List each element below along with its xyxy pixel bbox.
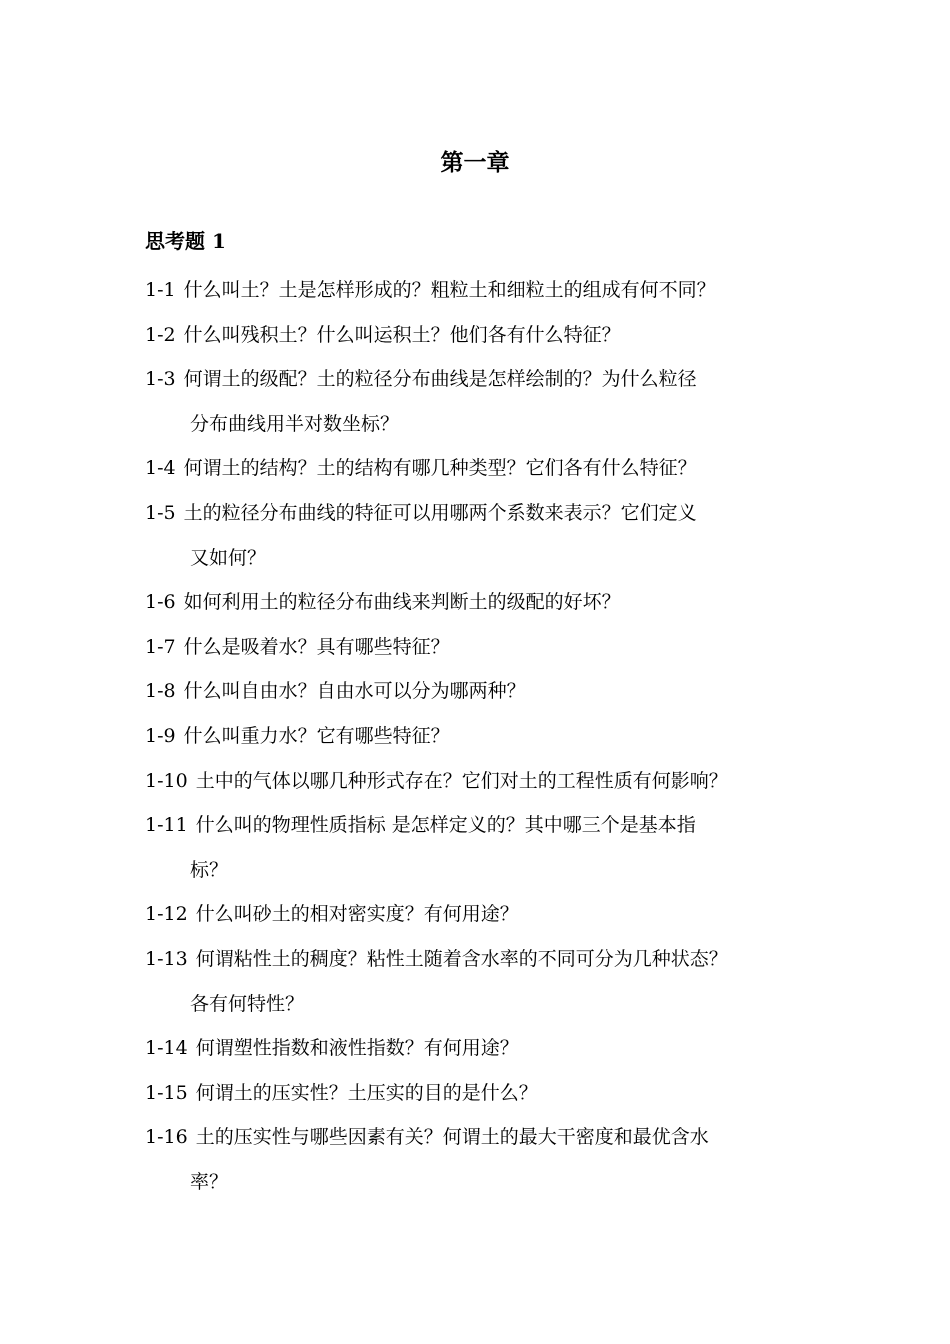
question-1-2 <box>145 313 835 358</box>
question-text: 何谓粘性土的稠度？粘性土随着含水率的不同可分为几种状态？ <box>195 947 728 970</box>
question-text-continued: 率？ <box>190 1170 229 1193</box>
question-text: 什么是吸着水？具有哪些特征？ <box>183 635 450 658</box>
question-1-14 <box>145 1026 835 1071</box>
question-text: 什么叫砂土的相对密实度？有何用途？ <box>195 903 519 926</box>
question-text: 什么叫的物理性质指标 是怎样定义的？其中哪三个是基本指 <box>195 814 696 837</box>
question-text: 何谓塑性指数和液性指数？有何用途？ <box>195 1037 519 1060</box>
question-1-8 <box>145 669 835 714</box>
question-1-15 <box>145 1071 835 1116</box>
question-number: 1-4 <box>145 457 176 480</box>
question-text: 什么叫残积土？什么叫运积土？他们各有什么特征？ <box>183 323 621 346</box>
question-text: 何谓土的压实性？土压实的目的是什么？ <box>195 1081 538 1104</box>
question-1-11 <box>145 803 835 892</box>
question-1-10 <box>145 759 835 804</box>
question-1-12 <box>145 892 835 937</box>
chapter-title: 第一章 <box>440 149 510 176</box>
question-text: 如何利用土的粒径分布曲线来判断土的级配的好坏？ <box>183 591 621 614</box>
question-number: 1-16 <box>145 1126 188 1149</box>
question-number: 1-8 <box>145 680 176 703</box>
question-1-1 <box>145 268 835 313</box>
question-text: 何谓土的结构？土的结构有哪几种类型？它们各有什么特征？ <box>183 457 697 480</box>
question-number: 1-13 <box>145 947 188 970</box>
question-text: 什么叫土？土是怎样形成的？粗粒土和细粒土的组成有何不同？ <box>183 279 716 301</box>
question-text-continued: 各有何特性？ <box>190 992 305 1015</box>
question-number: 1-3 <box>145 368 176 391</box>
question-text-continued: 分布曲线用半对数坐标？ <box>190 412 400 435</box>
question-number: 1-1 <box>145 279 176 301</box>
question-number: 1-6 <box>145 591 176 614</box>
question-text: 什么叫自由水？自由水可以分为哪两种？ <box>183 680 526 703</box>
question-text: 土中的气体以哪几种形式存在？它们对土的工程性质有何影响？ <box>195 769 728 792</box>
question-number: 1-10 <box>145 769 188 792</box>
question-number: 1-11 <box>145 814 188 837</box>
question-number: 1-15 <box>145 1081 188 1104</box>
question-1-3 <box>145 357 835 446</box>
question-1-16 <box>145 1115 835 1204</box>
question-number: 1-7 <box>145 635 176 658</box>
question-text: 土的粒径分布曲线的特征可以用哪两个系数来表示？它们定义 <box>183 501 697 524</box>
question-1-4 <box>145 446 835 491</box>
question-number: 1-9 <box>145 724 176 747</box>
question-number: 1-5 <box>145 501 176 524</box>
question-text-continued: 又如何？ <box>190 546 267 569</box>
question-text: 何谓土的级配？土的粒径分布曲线是怎样绘制的？为什么粒径 <box>183 368 697 391</box>
question-text-continued: 标？ <box>190 858 229 881</box>
question-text: 什么叫重力水？它有哪些特征？ <box>183 724 450 747</box>
question-1-7 <box>145 625 835 670</box>
question-text: 土的压实性与哪些因素有关？何谓土的最大干密度和最优含水 <box>195 1126 709 1149</box>
question-1-9 <box>145 714 835 759</box>
question-1-13 <box>145 937 835 1026</box>
question-number: 1-14 <box>145 1037 188 1060</box>
section-heading: 思考题 1 <box>145 229 226 253</box>
question-1-6 <box>145 580 835 625</box>
question-list <box>145 268 835 1204</box>
question-number: 1-12 <box>145 903 188 926</box>
question-number: 1-2 <box>145 323 176 346</box>
question-1-5 <box>145 491 835 580</box>
